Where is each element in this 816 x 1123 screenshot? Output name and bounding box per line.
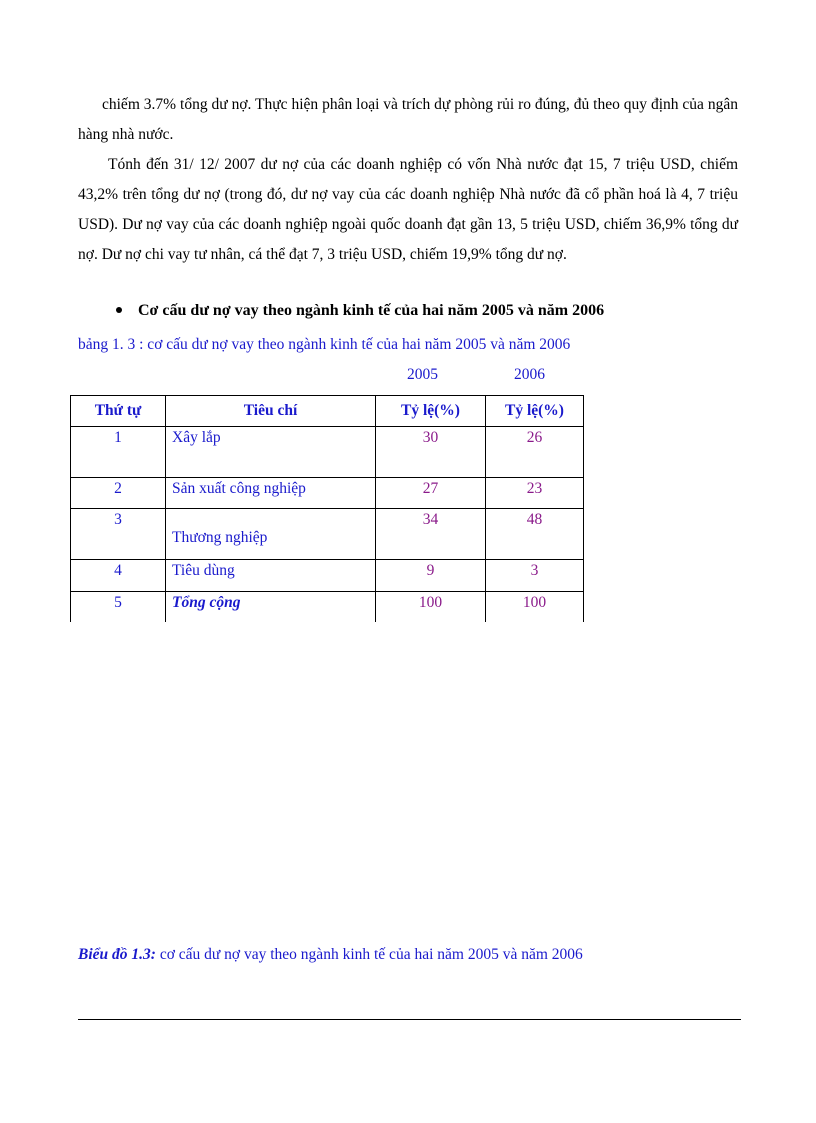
row-value-2005: 100 xyxy=(376,592,486,623)
header-criteria: Tiêu chí xyxy=(166,396,376,427)
table-row xyxy=(71,427,584,478)
row-value-2005: 30 xyxy=(376,427,486,478)
row-number: 5 xyxy=(71,592,166,623)
table-header-row xyxy=(71,396,584,427)
row-value-2005: 9 xyxy=(376,560,486,592)
row-criteria: Xây lắp xyxy=(166,427,376,478)
chart-caption xyxy=(78,946,583,964)
row-number: 3 xyxy=(71,509,166,560)
row-criteria: Sản xuất công nghiệp xyxy=(166,478,376,509)
row-number: 1 xyxy=(71,427,166,478)
table-caption: bảng 1. 3 : cơ cấu dư nợ vay theo ngành kinh tế của hai năm 2005 và năm 2006 xyxy=(78,336,571,353)
row-value-2006: 23 xyxy=(486,478,584,509)
bullet-heading xyxy=(116,302,604,320)
paragraph-debt-summary: Tónh đến 31/ 12/ 2007 dư nợ của các doanh nghiệp có vốn Nhà nước đạt 15, 7 triệu USD, chiếm 43,2% trên tổng dư nợ (trong đó, dư nợ vay của các doanh nghiệp Nhà nước đã cổ phần hoá là 4, 7 triệu USD). Dư nợ vay của các doanh nghiệp ngoài quốc doanh đạt gần 13, 5 triệu USD, chiếm 36,9% tổng dư nợ. Dư nợ chi vay tư nhân, cá thể đạt 7, 3 triệu USD, chiếm 19,9% tổng dư nợ. xyxy=(78,156,738,263)
row-criteria: Thương nghiệp xyxy=(172,529,268,546)
year-label-2006: 2006 xyxy=(514,366,545,383)
row-value-2006: 26 xyxy=(486,427,584,478)
row-number: 4 xyxy=(71,560,166,592)
table-row xyxy=(71,509,584,560)
row-value-2005: 34 xyxy=(376,509,486,560)
header-ratio-2006: Tỷ lệ(%) xyxy=(486,396,584,427)
paragraph-intro: chiếm 3.7% tổng dư nợ. Thực hiện phân loại và trích dự phòng rủi ro đúng, đủ theo quy định của ngân hàng nhà nước. xyxy=(78,96,738,143)
year-label-2005: 2005 xyxy=(407,366,438,383)
header-ratio-2005: Tỷ lệ(%) xyxy=(376,396,486,427)
bullet-text: Cơ cấu dư nợ vay theo ngành kinh tế của hai năm 2005 và năm 2006 xyxy=(138,302,605,319)
bullet-dot-icon xyxy=(116,307,122,313)
row-value-2006: 100 xyxy=(486,592,584,623)
row-criteria: Tiêu dùng xyxy=(166,560,376,592)
footer-rule xyxy=(78,1019,741,1020)
row-number: 2 xyxy=(71,478,166,509)
table-row xyxy=(71,478,584,509)
chart-caption-text: cơ cấu dư nợ vay theo ngành kinh tế của hai năm 2005 và năm 2006 xyxy=(155,946,583,963)
row-value-2006: 3 xyxy=(486,560,584,592)
row-criteria-cell xyxy=(166,509,376,560)
chart-caption-label: Biểu đồ 1.3: xyxy=(78,946,156,963)
table-row xyxy=(71,560,584,592)
table-total-row xyxy=(71,592,584,623)
header-order: Thứ tự xyxy=(71,396,166,427)
loan-structure-table xyxy=(70,395,584,622)
row-criteria-total: Tổng cộng xyxy=(166,592,376,623)
row-value-2006: 48 xyxy=(486,509,584,560)
row-value-2005: 27 xyxy=(376,478,486,509)
